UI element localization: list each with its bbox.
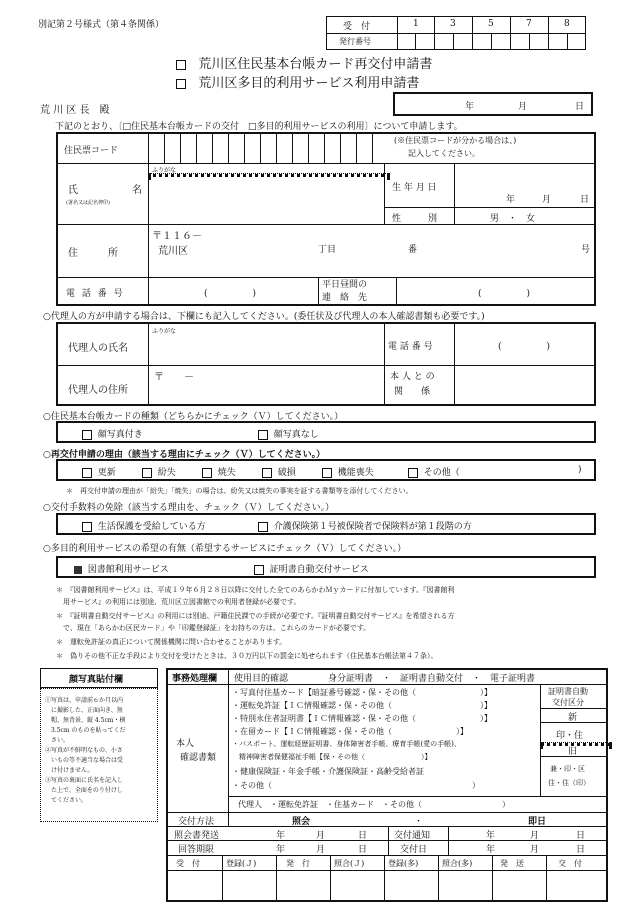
reception-num: 3 [450,19,456,29]
name-label: 氏 名 [68,185,148,196]
daytime-phone-field[interactable]: ( ) [478,289,531,299]
fee-box [56,513,596,535]
id-doc-item: ・写真付住基カード【暗証番号確認・保・その他（ ）】 [232,688,492,697]
id-docs-label: 本人 [176,739,195,749]
reason-option[interactable]: 紛失 [142,465,176,478]
reception-num: 7 [526,19,532,29]
code-note-2: 記入してください。 [408,149,480,158]
reception-num: 8 [564,19,570,29]
jumin-code-label: 住民票コード [64,146,119,156]
note-line: ＊ 『証明書自動交付サービス』の利用には別途、戸籍住民課での手続が必要です。『証明書自動交付サービス』を希望される方 [56,612,455,620]
reception-num: 1 [413,19,419,29]
id-doc-item: ・特別永住者証明書【ＩＣ情報確認・保・その他（ ）】 [232,714,492,723]
agent-docs-row: 代理人 ・運転免許証 ・住基カード ・その他（ ） [238,800,510,809]
note-line: 用サービス』の利用には別途、荒川区立図書館での利用者登録が必要です。 [56,598,301,606]
birth-label: 生 年 月 日 [392,183,437,193]
method-label: 交付方法 [178,817,215,827]
card-type-option[interactable]: 顔写真付き [82,427,143,440]
checkbox[interactable] [258,430,268,440]
application-date-box[interactable]: 年 月 日 [393,92,593,116]
gender-options[interactable]: 男 ・ 女 [490,214,536,224]
agent-phone-field[interactable]: ( ) [498,342,551,352]
name-note: (署名又は記名押印) [66,200,110,206]
card-type-heading: ○住民基本台帳カードの種類（どちらかにチェック（Ｖ）してください。） [43,412,344,422]
gender-label: 性 別 [392,214,438,224]
title-line-1: 荒川区住民基本台帳カード再交付申請書 [176,53,432,72]
photo-title-box [40,668,158,688]
id-doc-item: ・その他（ ） [232,781,480,790]
phone-field[interactable]: ( ) [204,289,257,299]
reason-heading: ○再交付申請の理由（該当する理由にチェック（Ｖ）してください。） [43,450,326,460]
id-doc-item: ・パスポート、運転経歴証明書、身体障害者手帳、療育手帳(愛の手帳)、 [232,740,461,748]
daytime-contact-label: 平日昼間の [322,280,368,290]
fee-option[interactable]: 生活保護を受給している方 [82,519,206,532]
service-option[interactable]: 証明書自動交付サービス [254,562,369,575]
purpose-check-label: 使用目的確認 [234,674,289,684]
id-doc-item: ・健康保険証・年金手帳・介護保険証・高齢受給者証 [232,767,424,776]
reason-option[interactable]: 焼失 [202,465,236,478]
agent-phone-label: 電 話 番 号 [388,342,433,352]
card-type-box [56,421,596,443]
title-line-2: 荒川区多目的利用サービス利用申請書 [176,72,419,91]
id-doc-item: 精神障害者保健福祉手帳【保・その他（ ）】 [232,753,432,761]
reason-box: 更新 紛失 焼失 破損 機能喪失 その他（ ) [56,459,596,481]
purpose-options: 身分証明書 ・ 証明書自動交付 ・ 電子証明書 [328,674,536,684]
office-table: 事務処理欄 使用目的確認 身分証明書 ・ 証明書自動交付 ・ 電子証明書 本人 確認書類 ・写真付住基カード【暗証番号確認・保・その他（ ）】 ・運転免許証【ＩＣ情報確認・保・その他（ ）】 ・特別永住者証明書【ＩＣ情報確認・保・その他（ ）】 ・在留カード【ＩＣ情報確認・保・その他（ ）】 ・パスポート、運転経歴証明書、身体障害者手帳、療育手帳(愛の手帳)、 精神障害者保健福祉手帳【保・その他（ ）】 ・健康保険証・年金手帳・介護保険証・高齢受給者証 ・その他（ ） 証明書自動 交付区分 新 印・住 旧 兼・印・区 住・住（印） 代理人 ・運転免許証 ・住基カード ・その他（ ） 交付方法 照会 ・ 即日 照会書発送 年 月 日 交付通知 年 月 日 回答期限 年 月 日 交付日 年 月 日 受 付 登録(Ｊ) 発 行 照合(Ｊ) 登録(多) 照合(多) 発 送 交 付 [166,668,608,902]
fee-heading: ○交付手数料の免除（該当する理由を、チェック（Ｖ）してください。） [43,503,335,513]
reason-option[interactable]: 更新 [82,465,116,478]
relation-label: 本 人 と の [390,372,435,382]
reception-box [326,16,586,50]
reception-num: 5 [488,19,494,29]
address-label: 住 所 [68,248,118,259]
office-title: 事務処理欄 [172,674,218,684]
phone-label: 電 話 番 号 [66,289,125,299]
photo-title: 顔写真貼付欄 [69,675,124,685]
intro-text: 下記のとおり、〔□住民基本台帳カードの交付 □多目的利用サービスの利用〕について申請します。 [55,122,463,132]
addressee: 荒 川 区 長 殿 [40,105,110,116]
fee-option[interactable]: 介護保険第１号被保険者で保険料が第１段階の方 [258,519,472,532]
note-line: で、現在「あらかわ区民カード」や「印鑑登録証」をお持ちの方は、これらのカードが必要です。 [56,624,371,632]
reception-label: 受 付 [343,22,371,32]
reason-option[interactable]: その他（ [408,465,460,478]
issue-number-label: 発行番号 [339,37,371,46]
agent-table: 代理人の氏名 ふりがな 電 話 番 号 ( ) 代理人の住所 〒 － 本 人 と の 関 係 [56,322,596,406]
reason-option[interactable]: 破損 [262,465,296,478]
reason-option[interactable]: 機能喪失 [322,465,374,478]
code-note: (※住民票コードが分かる場合は、) [394,136,517,145]
agent-address-label: 代理人の住所 [68,385,128,396]
note-line: ＊ 偽りその他不正な手段により交付を受けたときは、３０万円以下の罰金に処せられます（住民基本台帳法第４７条）。 [56,652,438,660]
agent-note: ○代理人の方が申請する場合は、下欄にも記入してください。(委任状及び代理人の本人確認書類も必要です。) [43,312,485,322]
service-heading: ○多目的利用サービスの希望の有無（希望するサービスにチェック（Ｖ）してください。） [43,544,407,554]
checkbox[interactable] [176,79,186,89]
applicant-table: 住民票コード (※住民票コードが分かる場合は、) 記入してください。 氏 名 (署名又は記名押印) ふりがな 生 年 月 日 年 月 日 性 別 男 ・ 女 住 所 〒１１６－ 荒川区 丁目 番 号 電 話 番 号 ( ) 平日昼間の 連 絡 先 ( ) [56,132,596,306]
checkbox[interactable] [82,430,92,440]
note-line: ＊ 『図書館利用サービス』は、平成１９年６月２８日以降に交付した全てのあらかわＭｙカードに付加しています。『図書館利 [56,586,455,594]
agent-name-label: 代理人の氏名 [68,343,128,354]
photo-area[interactable]: ①写真は、申請前６か月以内 に撮影した、正面向き、無 帽、無背景、縦 4.5cm・横 3.5cm のものを貼ってくだ さい。 ②写真が不鮮明なもの、小さ いもの等不適当な場合は受 け付けません。 ③写真の裏面に氏名を記入し た上で、全面をのり付けし てください。 [40,688,158,822]
ward-name: 荒川区 [158,246,188,257]
furigana-label: ふりがな [152,167,177,174]
service-box [56,556,596,578]
form-number: 別記第２号様式（第４条関係） [38,20,165,30]
card-type-option[interactable]: 顔写真なし [258,427,319,440]
postal-code: 〒１１６－ [152,231,202,242]
id-doc-item: ・運転免許証【ＩＣ情報確認・保・その他（ ）】 [232,701,492,710]
reason-note: ＊ 再交付申請の理由が「紛失」「焼失」の場合は、紛失又は焼失の事実を証する書類等を添付してください。 [66,487,413,495]
service-option[interactable]: 図書館利用サービス [74,562,169,575]
note-line: ＊ 運転免許証の真正について関係機関に問い合わせることがあります。 [56,638,287,646]
checkbox[interactable] [176,60,186,70]
id-doc-item: ・在留カード【ＩＣ情報確認・保・その他（ ）】 [232,727,468,736]
